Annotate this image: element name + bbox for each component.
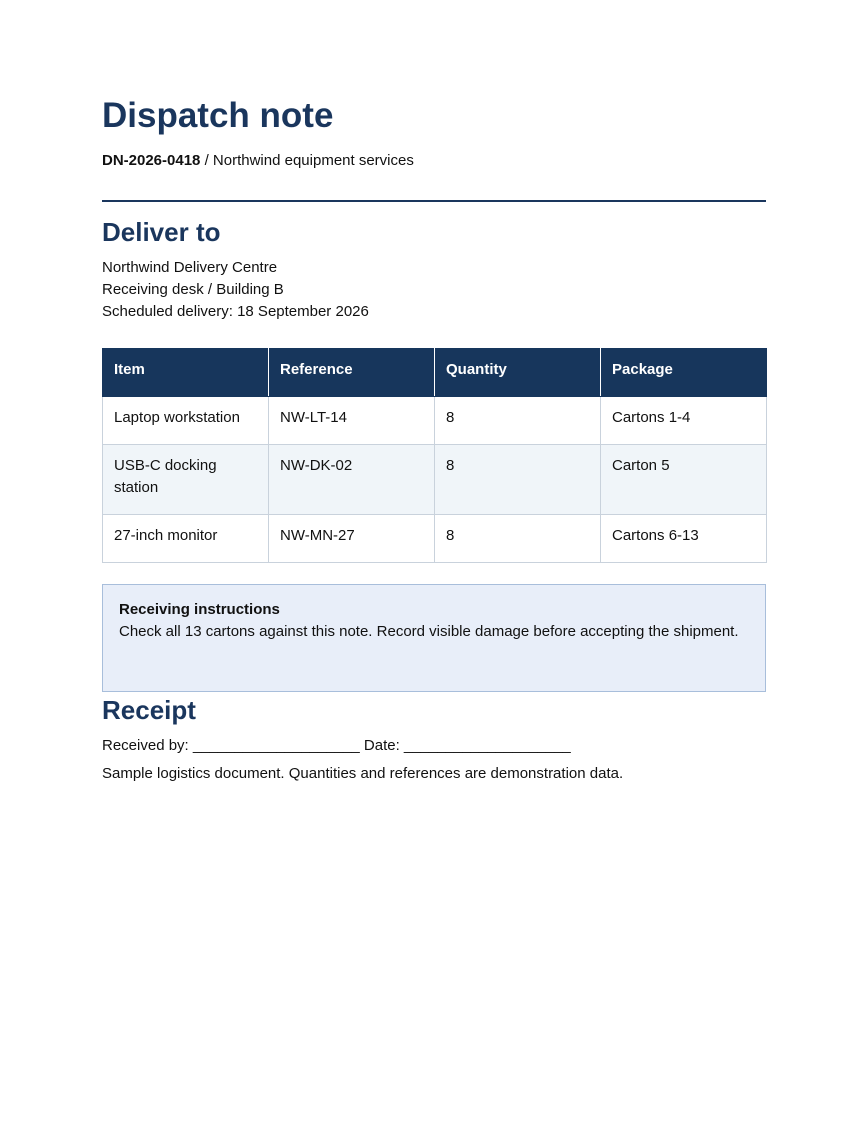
subline-separator: /: [200, 152, 213, 169]
deliver-to-heading: Deliver to: [102, 217, 221, 247]
column-header-item: Item: [103, 349, 269, 397]
cell-quantity: 8: [435, 515, 601, 563]
cell-quantity: 8: [435, 445, 601, 515]
cell-quantity: 8: [435, 397, 601, 445]
column-header-package: Package: [601, 349, 767, 397]
cell-reference: NW-LT-14: [269, 397, 435, 445]
cell-item: 27-inch monitor: [103, 515, 269, 563]
receipt-heading: Receipt: [102, 695, 196, 725]
address-line: Receiving desk / Building B: [102, 281, 284, 298]
page-title: Dispatch note: [102, 96, 334, 135]
table-row: [103, 515, 767, 563]
received-by-line: Received by: ____________________ Date: ____________________: [102, 737, 571, 754]
items-table: [102, 348, 767, 563]
table-row: [103, 445, 767, 515]
cell-package: Cartons 6-13: [601, 515, 767, 563]
company-name: Northwind equipment services: [212, 152, 414, 169]
document-subline: [102, 152, 414, 170]
document-code: DN-2026-0418: [102, 152, 201, 169]
column-header-reference: Reference: [269, 349, 435, 397]
cell-item: USB-C docking station: [103, 445, 269, 515]
delivery-address: [102, 257, 369, 323]
cell-reference: NW-DK-02: [269, 445, 435, 515]
receiving-instructions-callout: [102, 584, 766, 692]
title-divider: [102, 200, 766, 202]
cell-reference: NW-MN-27: [269, 515, 435, 563]
address-line: Northwind Delivery Centre: [102, 259, 278, 276]
scheduled-delivery: Scheduled delivery: 18 September 2026: [102, 303, 369, 320]
callout-title: Receiving instructions: [119, 601, 280, 618]
cell-item: Laptop workstation: [103, 397, 269, 445]
callout-text: Check all 13 cartons against this note. Record visible damage before accepting the shipment.: [119, 623, 739, 640]
column-header-quantity: Quantity: [435, 349, 601, 397]
footnote: Sample logistics document. Quantities and references are demonstration data.: [102, 765, 624, 782]
table-header-row: [103, 349, 767, 397]
cell-package: Carton 5: [601, 445, 767, 515]
table-row: [103, 397, 767, 445]
cell-package: Cartons 1-4: [601, 397, 767, 445]
